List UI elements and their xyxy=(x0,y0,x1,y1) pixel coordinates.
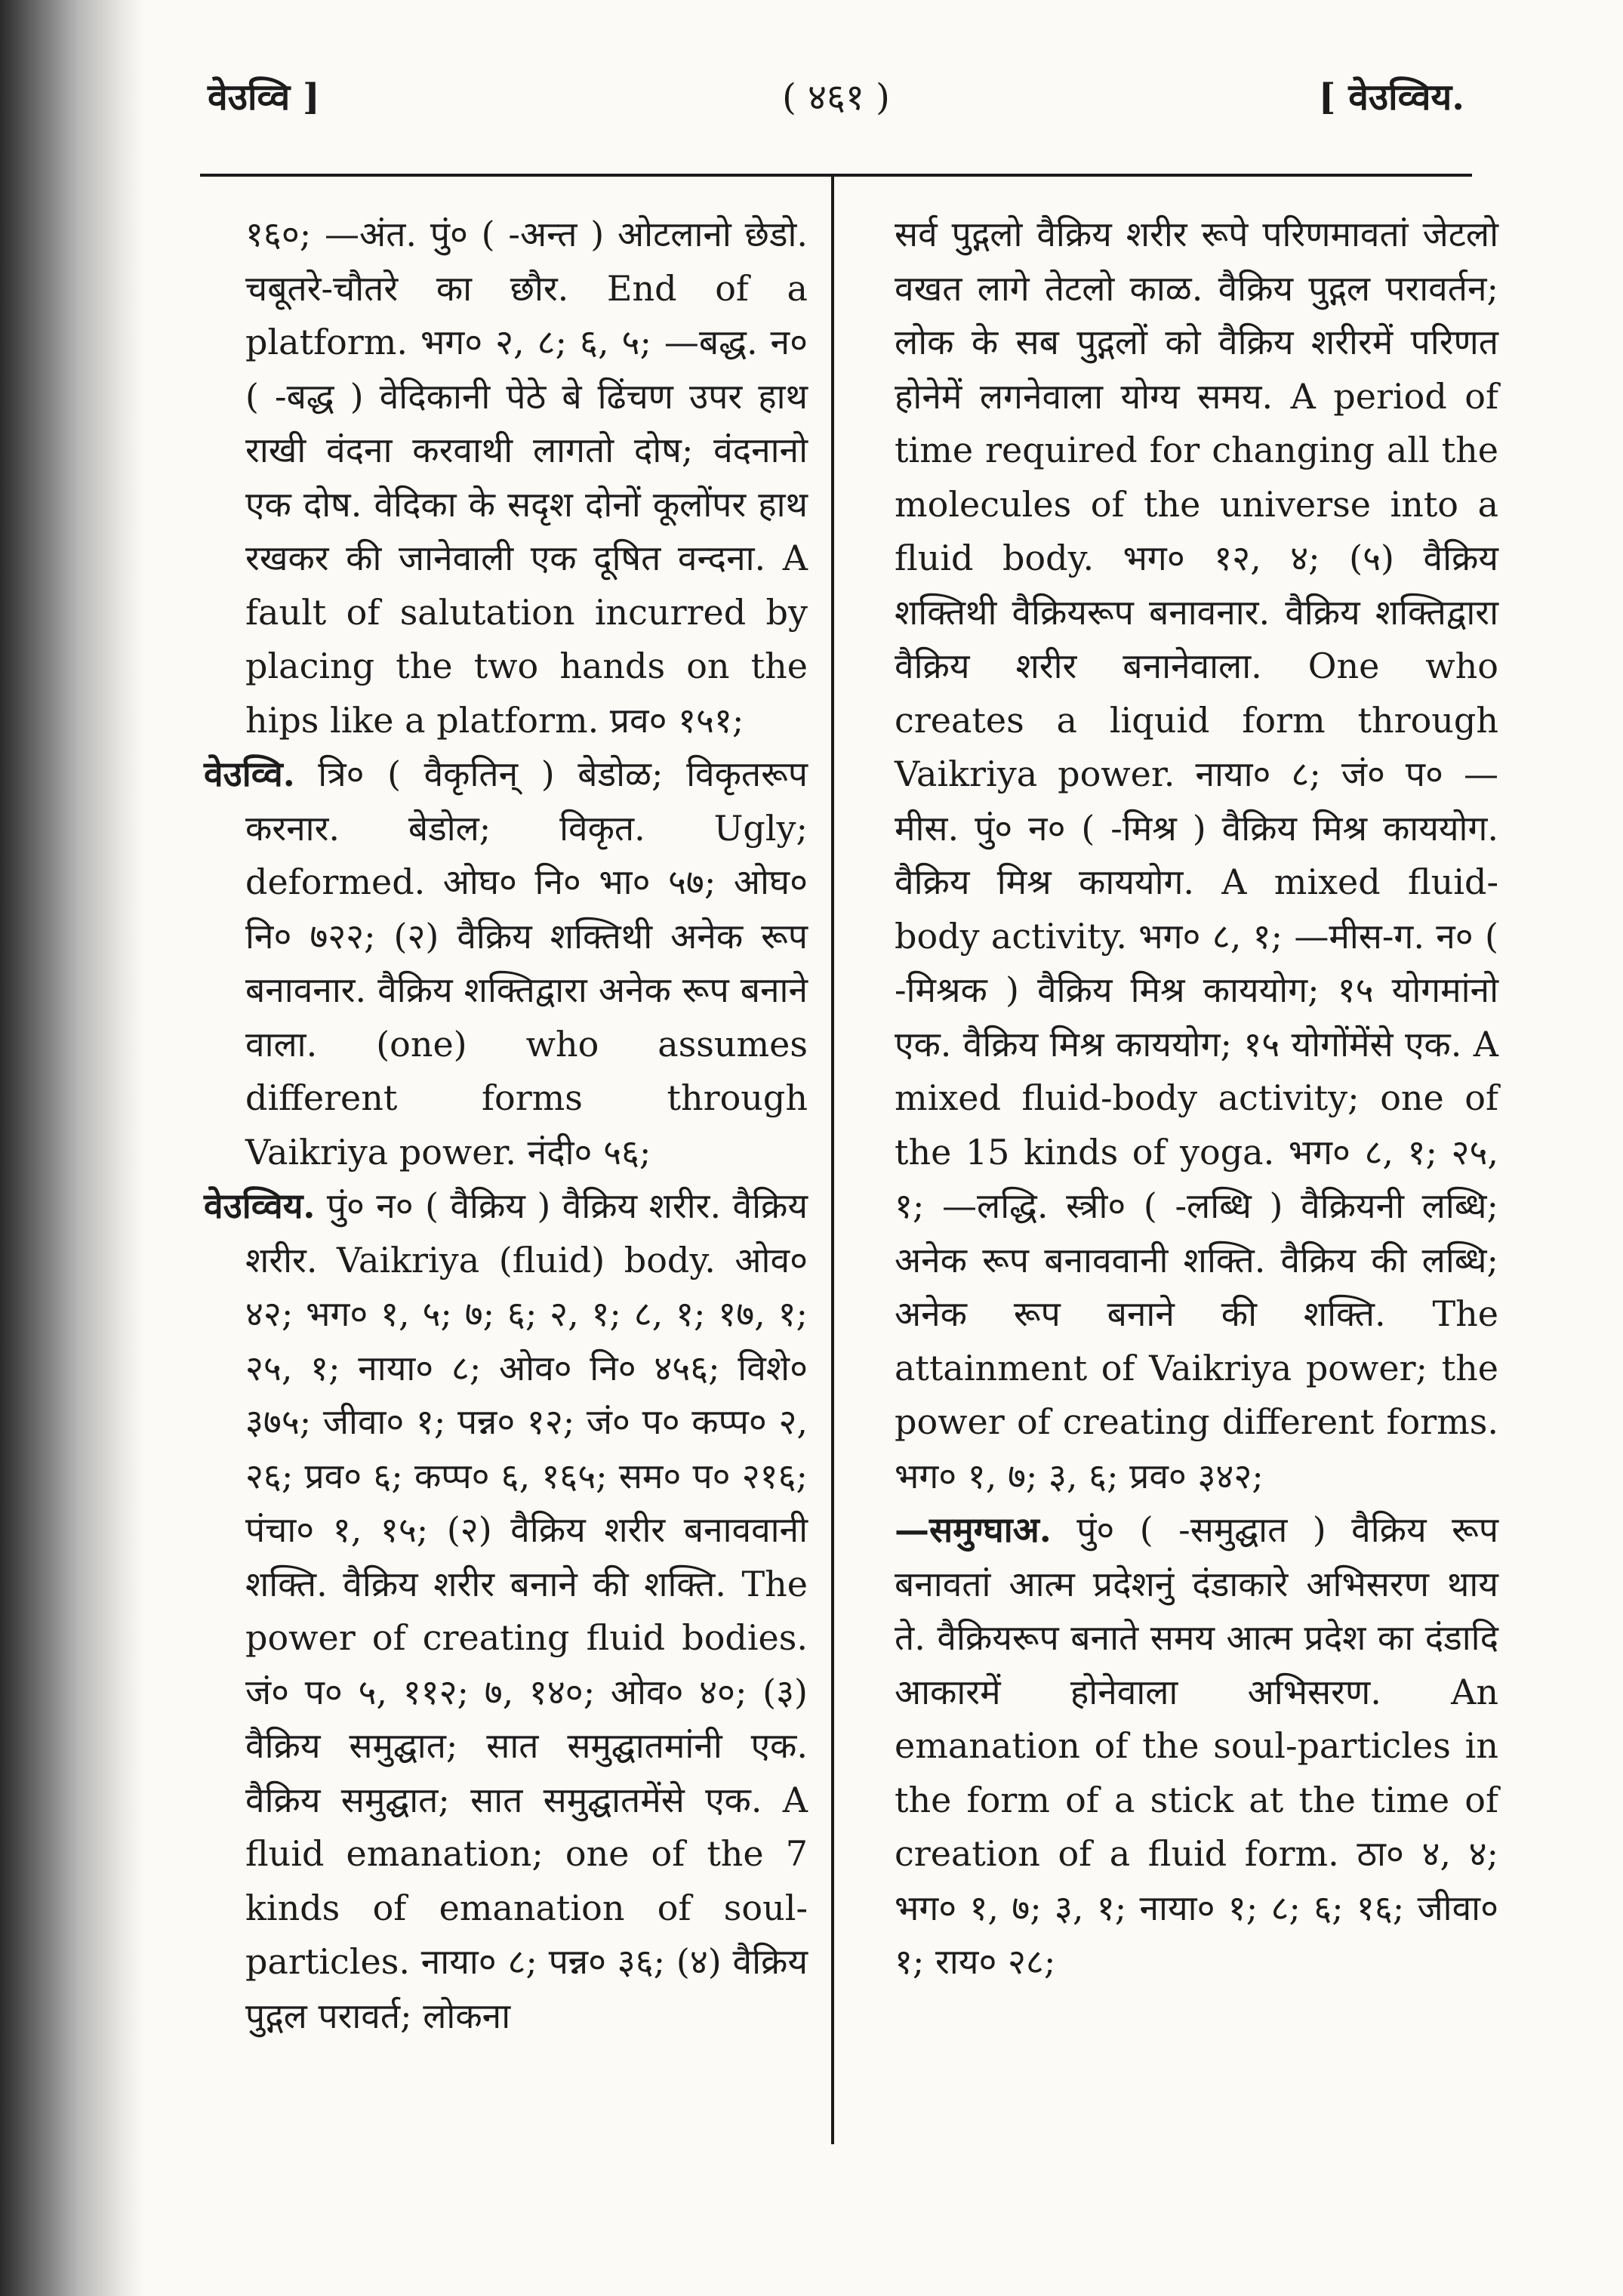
column-divider xyxy=(831,174,834,2144)
entry-text: त्रि० ( वैकृतिन् ) बेडोळ; विकृतरूप करनार. बेडोल; विकृत. Ugly; deformed. ओघ० नि० भा० ५७; ओघ० नि० ७२२; (२) वैक्रिय शक्तिथी अनेक रूप बनावनार. वैक्रिय शक्तिद्वारा अनेक रूप बनाने वाला. (one) who assumes different forms through Vaikriya power. नंदी० ५६; xyxy=(245,754,808,1173)
entry-text: १६०; —अंत. पुं० ( -अन्त ) ओटलानो छेडो. चबूतरे-चौतरे का छौर. End of a platform. भग० २, ८; ६, ५; —बद्ध. न० ( -बद्ध ) वेदिकानी पेठे बे ढिंचण उपर हाथ राखी वंदना करवाथी लागतो दोष; वंदनानो एक दोष. वेदिका के सदृश दोनों कूलोंपर हाथ रखकर की जानेवाली एक दूषित वन्दना. A fault of salutation incurred by placing the two hands on the hips like a platform. प्रव० १५१; xyxy=(245,214,808,741)
header-rule xyxy=(200,174,1472,177)
header-left-guideword: वेउव्वि ] xyxy=(208,76,320,119)
entry-headword: —समुग्घाअ. xyxy=(895,1509,1052,1550)
page-number: ( ४६१ ) xyxy=(782,76,890,119)
right-column xyxy=(895,208,1498,1989)
entry-veuvviya xyxy=(204,1179,808,2043)
entry-headword: वेउव्विय. xyxy=(204,1185,316,1226)
page-header xyxy=(208,72,1464,140)
page-gutter-shadow xyxy=(0,0,143,2296)
left-column xyxy=(204,208,808,2043)
entry-samugghaa xyxy=(895,1503,1498,1989)
header-right-guideword: [ वेउव्विय. xyxy=(1318,76,1464,119)
entry-text: पुं० न० ( वैक्रिय ) वैक्रिय शरीर. वैक्रिय शरीर. Vaikriya (fluid) body. ओव० ४२; भग० १, ५; ७; ६; २, १; ८, १; १७, १; २५, १; नाया० ८; ओव० नि० ४५६; विशे० ३७५; जीवा० १; पन्न० १२; जं० प० कप्प० २, २६; प्रव० ६; कप्प० ६, १६५; सम० प० २१६; पंचा० १, १५; (२) वैक्रिय शरीर बनाववानी शक्ति. वैक्रिय शरीर बनाने की शक्ति. The power of creating fluid bodies. जं० प० ५, ११२; ७, १४०; ओव० ४०; (३) वैक्रिय समुद्घात; सात समुद्घातमांनी एक. वैक्रिय समुद्घात; सात समुद्घातमेंसे एक. A fluid emanation; one of the 7 kinds of emanation of soul-particles. नाया० ८; पन्न० ३६; (४) वैक्रिय पुद्गल परावर्त; लोकना xyxy=(245,1185,808,2036)
entry-text: पुं० ( -समुद्घात ) वैक्रिय रूप बनावतां आत्म प्रदेशनुं दंडाकारे अभिसरण थाय ते. वैक्रियरूप बनाते समय आत्म प्रदेश का दंडादि आकारमें होनेवाला अभिसरण. An emanation of the soul-particles in the form of a stick at the time of creation of a fluid form. ठा० ४, ४; भग० १, ७; ३, १; नाया० १; ८; ६; १६; जीवा० १; राय० २८; xyxy=(895,1509,1498,1982)
entry-text: सर्व पुद्गलो वैक्रिय शरीर रूपे परिणमावतां जेटलो वखत लागे तेटलो काळ. वैक्रिय पुद्गल परावर्तन; लोक के सब पुद्गलों को वैक्रिय शरीरमें परिणत होनेमें लगनेवाला योग्य समय. A period of time required for changing all the molecules of the universe into a fluid body. भग० १२, ४; (५) वैक्रिय शक्तिथी वैक्रियरूप बनावनार. वैक्रिय शक्तिद्वारा वैक्रिय शरीर बनानेवाला. One who creates a liquid form through Vaikriya power. नाया० ८; जं० प० —मीस. पुं० न० ( -मिश्र ) वैक्रिय मिश्र काययोग. वैक्रिय मिश्र काययोग. A mixed fluid-body activity. भग० ८, १; —मीस-ग. न० ( -मिश्रक ) वैक्रिय मिश्र काययोग; १५ योगमांनो एक. वैक्रिय मिश्र काययोग; १५ योगोंमेंसे एक. A mixed fluid-body activity; one of the 15 kinds of yoga. भग० ८, १; २५, १; —लद्धि. स्त्री० ( -लब्धि ) वैक्रियनी लब्धि; अनेक रूप बनाववानी शक्ति. वैक्रिय की लब्धि; अनेक रूप बनाने की शक्ति. The attainment of Vaikriya power; the power of creating different forms. भग० १, ७; ३, ६; प्रव० ३४२; xyxy=(895,214,1498,1496)
entry-continuation xyxy=(895,208,1498,1503)
entry-headword: वेउव्वि. xyxy=(204,754,295,794)
entry-continuation xyxy=(204,208,808,747)
entry-veuvvi xyxy=(204,747,808,1179)
